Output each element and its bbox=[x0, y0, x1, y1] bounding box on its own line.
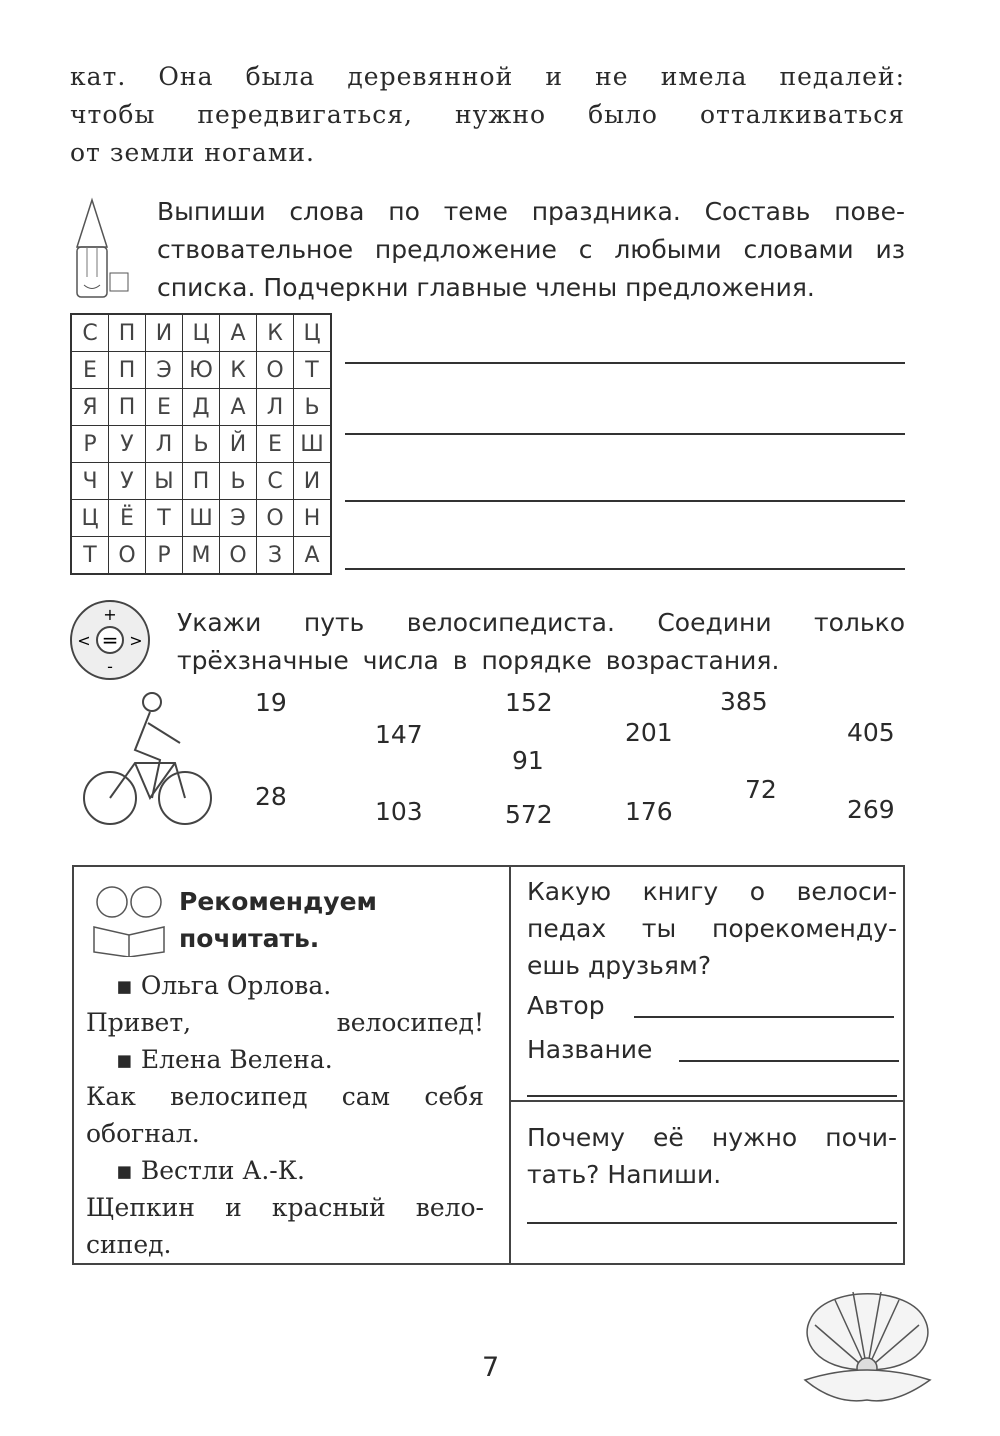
title-line: почитать. bbox=[179, 924, 320, 953]
recommend-title bbox=[179, 883, 377, 957]
book-author: Елена Велена. bbox=[140, 1045, 333, 1074]
why-field[interactable] bbox=[527, 1222, 897, 1224]
task-line: трёхзначные числа в порядке возрастания. bbox=[177, 646, 780, 675]
why-line: тать? Напиши. bbox=[527, 1160, 722, 1189]
grid-cell[interactable]: Т bbox=[146, 500, 183, 537]
book-author: Вестли А.-К. bbox=[140, 1156, 306, 1185]
svg-text:-: - bbox=[107, 657, 113, 676]
task-line: ствовательное предложение с любыми словами из bbox=[157, 235, 905, 264]
book-title: сипед. bbox=[86, 1230, 172, 1259]
svg-text:+: + bbox=[103, 605, 117, 624]
grid-row bbox=[71, 352, 331, 389]
grid-cell[interactable]: Р bbox=[146, 537, 183, 575]
grid-cell[interactable]: Ч bbox=[71, 463, 109, 500]
kids-reading-icon bbox=[84, 877, 174, 957]
grid-cell[interactable]: Э bbox=[220, 500, 257, 537]
page-number: 7 bbox=[482, 1352, 500, 1383]
book-title: обогнал. bbox=[86, 1119, 200, 1148]
grid-cell[interactable]: Ь bbox=[183, 426, 220, 463]
grid-cell[interactable]: Ы bbox=[146, 463, 183, 500]
grid-cell[interactable]: Ц bbox=[71, 500, 109, 537]
grid-row bbox=[71, 314, 331, 352]
svg-text:<: < bbox=[77, 631, 91, 650]
divider bbox=[509, 1100, 905, 1102]
number[interactable]: 103 bbox=[375, 797, 423, 826]
grid-cell[interactable]: Я bbox=[71, 389, 109, 426]
task1-instructions bbox=[157, 193, 905, 307]
book-title: Щепкин и красный вело- bbox=[86, 1193, 484, 1222]
grid-cell[interactable]: У bbox=[109, 426, 146, 463]
book-author: Ольга Орлова. bbox=[140, 971, 332, 1000]
grid-cell[interactable]: Т bbox=[294, 352, 332, 389]
grid-row bbox=[71, 537, 331, 575]
reading-box bbox=[72, 865, 905, 1265]
grid-cell[interactable]: Ш bbox=[183, 500, 220, 537]
question-line: ешь друзьям? bbox=[527, 951, 712, 980]
grid-cell[interactable]: А bbox=[294, 537, 332, 575]
answer-line[interactable] bbox=[345, 568, 905, 570]
grid-cell[interactable]: П bbox=[109, 352, 146, 389]
title-line: Рекомендуем bbox=[179, 887, 377, 916]
grid-cell[interactable]: Е bbox=[71, 352, 109, 389]
number[interactable]: 152 bbox=[505, 688, 553, 717]
grid-cell[interactable]: П bbox=[183, 463, 220, 500]
cyclist-icon bbox=[80, 688, 215, 828]
grid-cell[interactable]: Н bbox=[294, 500, 332, 537]
pencil-icon bbox=[62, 195, 142, 305]
divider bbox=[509, 867, 511, 1263]
number[interactable]: 572 bbox=[505, 800, 553, 829]
number[interactable]: 28 bbox=[255, 782, 287, 811]
grid-cell[interactable]: Л bbox=[257, 389, 294, 426]
question-line: Какую книгу о велоси- bbox=[527, 877, 897, 906]
svg-text:=: = bbox=[101, 628, 119, 652]
why-line: Почему её нужно почи- bbox=[527, 1123, 897, 1152]
grid-cell[interactable]: К bbox=[220, 352, 257, 389]
grid-row bbox=[71, 463, 331, 500]
number[interactable]: 91 bbox=[512, 746, 544, 775]
title-label: Название bbox=[527, 1035, 653, 1064]
intro-line: чтобы передвигаться, нужно было отталкиваться bbox=[70, 100, 905, 129]
number[interactable]: 147 bbox=[375, 720, 423, 749]
task-line: Выпиши слова по теме праздника. Составь пове- bbox=[157, 197, 905, 226]
grid-cell[interactable]: К bbox=[257, 314, 294, 352]
grid-cell[interactable]: Ь bbox=[294, 389, 332, 426]
book-title: Привет, велосипед! bbox=[86, 1008, 484, 1037]
grid-cell[interactable]: Р bbox=[71, 426, 109, 463]
grid-cell[interactable]: О bbox=[257, 352, 294, 389]
question-text bbox=[527, 873, 897, 984]
number[interactable]: 72 bbox=[745, 775, 777, 804]
grid-cell[interactable]: Е bbox=[257, 426, 294, 463]
intro-line: кат. Она была деревянной и не имела педалей: bbox=[70, 62, 905, 91]
seashell-icon bbox=[795, 1280, 940, 1410]
grid-cell[interactable]: А bbox=[220, 389, 257, 426]
grid-row bbox=[71, 426, 331, 463]
grid-cell[interactable]: Э bbox=[146, 352, 183, 389]
grid-cell[interactable]: Д bbox=[183, 389, 220, 426]
grid-cell[interactable]: И bbox=[294, 463, 332, 500]
grid-row bbox=[71, 500, 331, 537]
author-label: Автор bbox=[527, 991, 605, 1020]
grid-cell[interactable]: О bbox=[109, 537, 146, 575]
grid-cell[interactable]: Ц bbox=[294, 314, 332, 352]
number[interactable]: 385 bbox=[720, 687, 768, 716]
answer-line[interactable] bbox=[345, 362, 905, 364]
grid-cell[interactable]: Т bbox=[71, 537, 109, 575]
grid-cell[interactable]: И bbox=[146, 314, 183, 352]
grid-cell[interactable]: О bbox=[220, 537, 257, 575]
grid-cell[interactable]: Ё bbox=[109, 500, 146, 537]
grid-cell[interactable]: М bbox=[183, 537, 220, 575]
svg-text:>: > bbox=[129, 631, 143, 650]
answer-line[interactable] bbox=[345, 433, 905, 435]
grid-row bbox=[71, 389, 331, 426]
book-item: ▪ Ольга Орлова. bbox=[116, 971, 332, 1000]
grid-cell[interactable]: Й bbox=[220, 426, 257, 463]
grid-cell[interactable]: С bbox=[71, 314, 109, 352]
grid-cell[interactable]: Е bbox=[146, 389, 183, 426]
intro-line: от земли ногами. bbox=[70, 138, 315, 167]
book-title: Как велосипед сам себя bbox=[86, 1082, 484, 1111]
grid-cell[interactable]: П bbox=[109, 389, 146, 426]
why-text bbox=[527, 1119, 897, 1193]
task-line: Укажи путь велосипедиста. Соедини только bbox=[177, 608, 905, 637]
author-field[interactable] bbox=[634, 1016, 894, 1018]
grid-cell[interactable]: С bbox=[257, 463, 294, 500]
book-item: ▪ Вестли А.-К. bbox=[116, 1156, 306, 1185]
grid-cell[interactable]: Ь bbox=[220, 463, 257, 500]
book-item: ▪ Елена Велена. bbox=[116, 1045, 333, 1074]
question-line: педах ты порекоменду- bbox=[527, 914, 897, 943]
grid-cell[interactable]: А bbox=[220, 314, 257, 352]
title-field[interactable] bbox=[679, 1060, 899, 1062]
title-field-continued[interactable] bbox=[527, 1095, 897, 1097]
task2-instructions bbox=[177, 604, 905, 680]
intro-text bbox=[70, 58, 905, 172]
book-list bbox=[86, 967, 484, 1263]
math-signs-icon bbox=[68, 598, 152, 682]
grid-cell[interactable]: Ш bbox=[294, 426, 332, 463]
number[interactable]: 176 bbox=[625, 797, 673, 826]
grid-cell[interactable]: П bbox=[109, 314, 146, 352]
grid-cell[interactable]: У bbox=[109, 463, 146, 500]
task-line: списка. Подчеркни главные члены предложения. bbox=[157, 273, 815, 302]
number[interactable]: 201 bbox=[625, 718, 673, 747]
grid-cell[interactable]: О bbox=[257, 500, 294, 537]
grid-cell[interactable]: Ю bbox=[183, 352, 220, 389]
grid-cell[interactable]: Л bbox=[146, 426, 183, 463]
grid-cell[interactable]: Ц bbox=[183, 314, 220, 352]
letter-grid bbox=[70, 313, 332, 575]
grid-cell[interactable]: З bbox=[257, 537, 294, 575]
number[interactable]: 19 bbox=[255, 688, 287, 717]
number[interactable]: 269 bbox=[847, 795, 895, 824]
answer-line[interactable] bbox=[345, 500, 905, 502]
number[interactable]: 405 bbox=[847, 718, 895, 747]
